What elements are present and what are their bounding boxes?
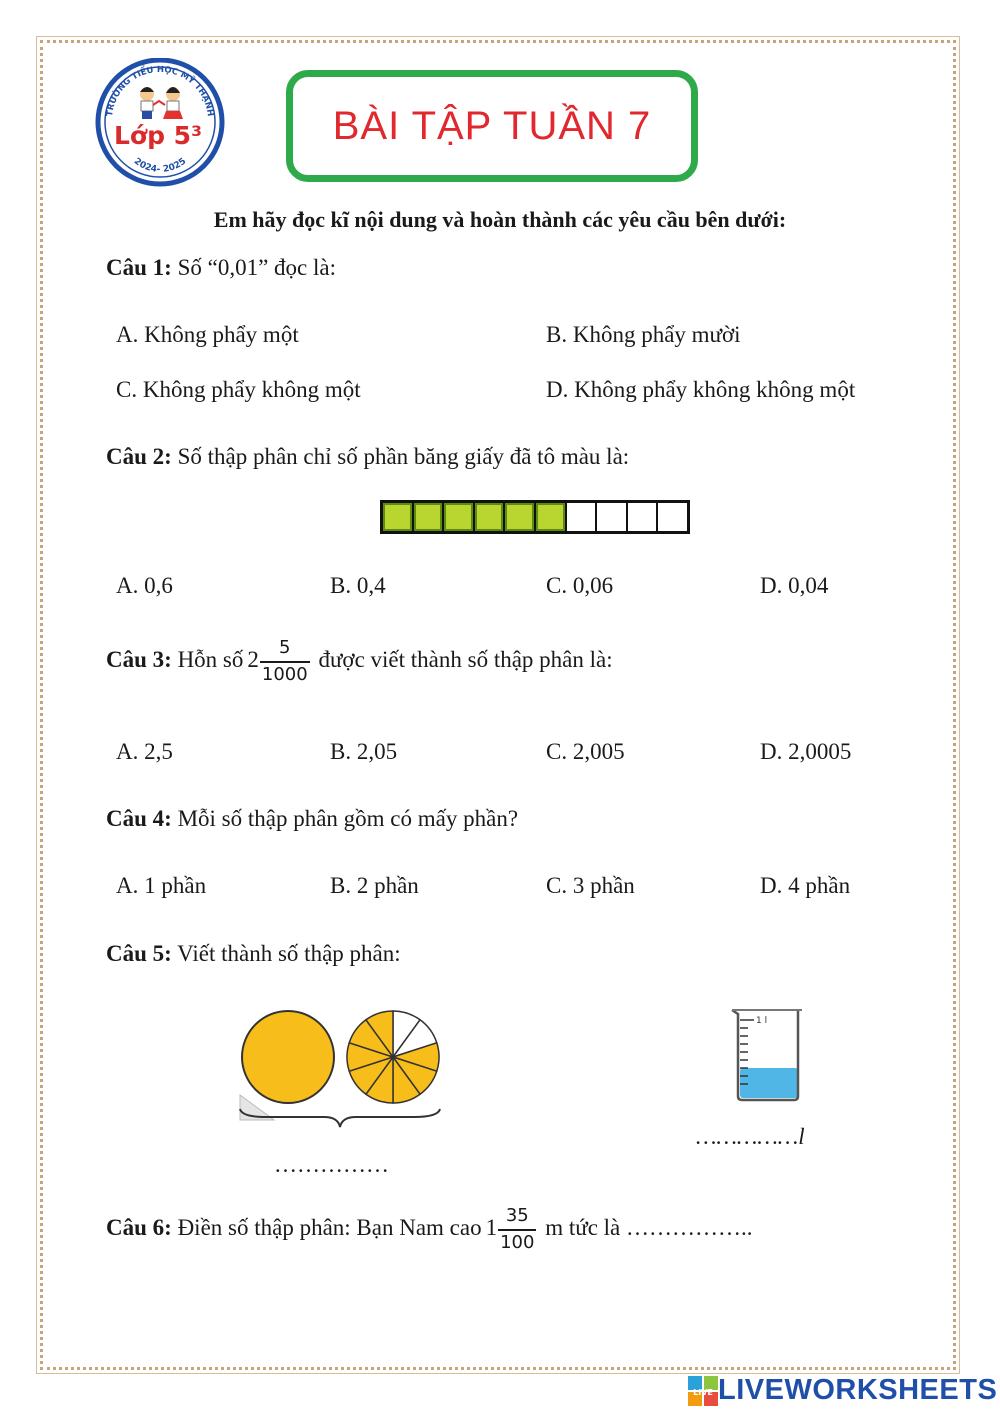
sliced-circle (347, 1011, 439, 1103)
question-6-text-before: Điền số thập phân: Bạn Nam cao (177, 1214, 482, 1240)
liveworksheets-text: LIVEWORKSHEETS (718, 1374, 998, 1406)
brace (240, 1109, 440, 1127)
question-6-text-after[interactable]: m tức là …………….. (545, 1214, 753, 1240)
question-3-text-before: Hỗn số (177, 646, 244, 672)
tape-cell-filled (444, 503, 475, 531)
q1-option-b[interactable]: B. Không phẩy mười (546, 322, 741, 347)
page-border (40, 40, 956, 1370)
q5-answer-blank-circles[interactable]: …………… (274, 1152, 389, 1177)
height-fraction (498, 1206, 536, 1253)
q4-option-b[interactable]: B. 2 phần (330, 873, 419, 898)
page-title: BÀI TẬP TUẦN 7 (332, 103, 652, 148)
question-6-label: Câu 6: (106, 1214, 172, 1240)
question-1-label: Câu 1: (106, 255, 172, 280)
question-4-text: Mỗi số thập phân gồm có mấy phần? (177, 806, 519, 831)
question-3-text-after: được viết thành số thập phân là: (318, 646, 613, 672)
logo-school-name: TRƯỜNG TIỂU HỌC MỸ THẠNH (105, 64, 215, 117)
tape-cell-filled (414, 503, 445, 531)
logo-class-label: Lớp 5³ (113, 121, 203, 150)
question-1 (106, 255, 336, 281)
q1-option-c[interactable]: C. Không phẩy không một (116, 377, 361, 402)
question-2 (106, 444, 629, 470)
beaker-mark: 1 l (756, 1016, 768, 1026)
whole-circle (242, 1011, 334, 1103)
tape-cell-filled (383, 503, 414, 531)
logo-year: 2024- 2025 (131, 156, 189, 175)
liveworksheets-logo (688, 1374, 997, 1407)
beaker-water (740, 1068, 798, 1098)
question-3 (106, 638, 613, 685)
q4-option-a[interactable]: A. 1 phần (116, 873, 207, 898)
tape-cell-empty (628, 503, 659, 531)
question-5-label: Câu 5: (106, 941, 172, 966)
q2-option-d[interactable]: D. 0,04 (760, 573, 829, 598)
tape-cell-filled (536, 503, 567, 531)
instruction: Em hãy đọc kĩ nội dung và hoàn thành các yêu cầu bên dưới: (213, 207, 787, 232)
paper-tape (380, 500, 690, 534)
question-3-label: Câu 3: (106, 646, 172, 672)
tape-cell-empty (597, 503, 628, 531)
tape-cell-empty (567, 503, 598, 531)
tape-cell-filled (475, 503, 506, 531)
q3-option-c[interactable]: C. 2,005 (546, 739, 625, 764)
fraction-denominator: 100 (498, 1229, 536, 1254)
school-logo (90, 58, 230, 188)
question-6 (106, 1206, 753, 1253)
circles-figure (236, 1005, 446, 1130)
question-4 (106, 806, 518, 832)
question-2-label: Câu 2: (106, 444, 172, 469)
q4-option-c[interactable]: C. 3 phần (546, 873, 635, 898)
q3-option-b[interactable]: B. 2,05 (330, 739, 398, 764)
mixed-number-whole: 2 (247, 646, 259, 672)
title-box (286, 70, 698, 182)
tape-cell-filled (505, 503, 536, 531)
q2-option-b[interactable]: B. 0,4 (330, 573, 386, 598)
q1-option-d[interactable]: D. Không phẩy không không một (546, 377, 856, 402)
mixed-number-fraction (260, 638, 310, 685)
q5-answer-blank-beaker[interactable]: ……………l (696, 1124, 805, 1149)
question-5-text: Viết thành số thập phân: (177, 941, 401, 966)
q2-option-a[interactable]: A. 0,6 (116, 573, 173, 598)
beaker (728, 1004, 808, 1104)
q3-option-a[interactable]: A. 2,5 (116, 739, 173, 764)
fraction-numerator: 5 (279, 637, 291, 658)
liveworksheets-badge-icon (688, 1376, 718, 1406)
fraction-denominator: 1000 (260, 661, 310, 686)
q2-option-c[interactable]: C. 0,06 (546, 573, 614, 598)
question-1-text: Số “0,01” đọc là: (177, 255, 336, 280)
q4-option-d[interactable]: D. 4 phần (760, 873, 851, 898)
question-4-label: Câu 4: (106, 806, 172, 831)
question-2-text: Số thập phân chỉ số phần băng giấy đã tô màu là: (177, 444, 630, 469)
question-5 (106, 941, 401, 967)
q1-option-a[interactable]: A. Không phẩy một (116, 322, 299, 347)
svg-text:LIVE: LIVE (693, 1387, 713, 1397)
q3-option-d[interactable]: D. 2,0005 (760, 739, 852, 764)
height-whole: 1 (485, 1214, 498, 1240)
fraction-numerator: 35 (505, 1205, 529, 1226)
tape-cell-empty (658, 503, 687, 531)
